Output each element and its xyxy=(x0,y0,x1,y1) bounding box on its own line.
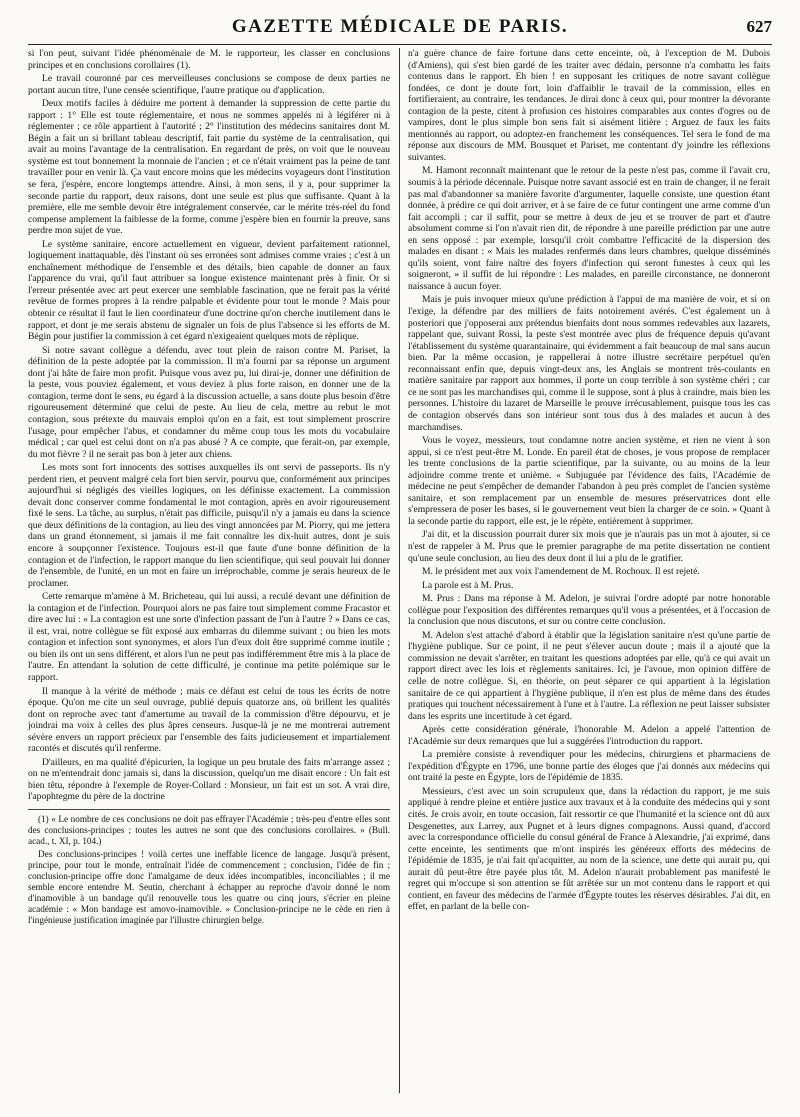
paragraph: D'ailleurs, en ma qualité d'épicurien, la logique un peu brutale des faits m'arrange assez ; on ne m'entendrait donc jamais si, dans la discussion, quelqu'un me disait encore : Un fait est bien têtu, répondre à l'exemple de Royer-Collard : Monsieur, un fait est un sot. A vrai dire, l'apophtegme du père de la doctrine xyxy=(28,756,390,803)
paragraph: Les mots sont fort innocents des sottises auxquelles ils ont servi de passeports. Ils n'y perdent rien, et peuvent malgré cela fort bien servir, pourvu que, conformément aux principes aujourd'hui si négligés des vieilles logiques, on les définisse exactement. La commission devait donc conserver comme fondamental le mot contagion, après en avoir rigoureusement fixé le sens. La tâche, au surplus, n'était pas difficile, puisqu'il n'y a jamais eu dans la science que deux définitions de la contagion, au lieu des vingt annoncées par M. Piorry, qui me jettera dans un grand étonnement, si jamais il me fait connaître les dix-huit autres, dont je suis encore à soupçonner l'existence. Toujours est-il que faute d'une bonne définition de la contagion et de l'infection, le rapport manque du lien scientifique, qui seul pouvait lui donner de l'ensemble, de l'unité, en un mot en faire un irréprochable, comme je serais heureux de le proclamer. xyxy=(28,462,390,589)
paragraph: La première consiste à revendiquer pour les médecins, chirurgiens et pharmaciens de l'expédition d'Égypte en 1796, une bonne partie des éloges que j'ai donnés aux médecins qui ont traité la peste en Égypte, lors de l'épidémie de 1835. xyxy=(408,749,770,784)
right-column xyxy=(408,48,770,915)
paragraph: Vous le voyez, messieurs, tout condamne notre ancien système, et rien ne vient à son appui, si ce n'est peut-être M. Londe. En pareil état de choses, je vous propose de remplacer les trente conclusions de la partie scientifique, par la suivante, ou au moins de la leur adjoindre comme trente et unième. « Subjuguée par l'évidence des faits, l'Académie de médecine ne peut s'empêcher de demander l'abandon à peu près complet de l'ancien système sanitaire, et son remplacement par un ensemble de mesures préservatrices dont elle s'empressera de poser les bases, si le gouvernement veut bien la charger de ce soin. » Quant à la seconde partie du rapport, elle est, je le répète, entièrement à supprimer. xyxy=(408,435,770,527)
paragraph: Le travail couronné par ces merveilleuses conclusions se compose de deux parties ne portant aucun titre, l'une censée scientifique, l'autre pratique ou d'application. xyxy=(28,73,390,96)
paragraph: Cette remarque m'amène à M. Bricheteau, qui lui aussi, a reculé devant une définition de la contagion et de l'infection. Pourquoi alors ne pas faire tout simplement comme Fracastor et dire avec lui : « La contagion est une sorte d'infection passant de l'un à l'autre ? » Dans ce cas, il est, vrai, notre collègue se fût exposé aux embarras du dilemme suivant ; ou bien les mots contagion et infection sont synonymes, et alors l'un d'eux doit être supprimé comme inutile ; ou bien ils ont un sens différent, et alors l'un ne peut pas indifféremment être mis à la place de l'autre. En attendant la solution de cette difficulté, je continue ma petite polémique sur le rapport. xyxy=(28,591,390,683)
footnote: (1) « Le nombre de ces conclusions ne doit pas effrayer l'Académie ; très-peu d'entre elles sont des conclusions-principes ; toutes les autres ne sont que des conclusions corollaires. » (Bull. acad., t. XI, p. 104.) xyxy=(28,814,390,846)
footnote: Des conclusions-principes ! voilà certes une ineffable licence de langage. Jusqu'à présent, principe, pour tout le monde, entraînait l'idée de commencement ; conclusion, l'idée de fin ; conclusion-principe offre donc l'amalgame de deux idées incompatibles, inconciliables ; il me semble encore entendre M. Seutin, cherchant à échapper au reproche d'avoir donné le nom d'inamovible à un bandage qu'il renouvelle tous les quatre ou cinq jours, s'écrier en pleine académie : « Mon bandage est amovo-inamovible. » Conclusion-principe ne le cède en rien à l'ingénieuse justification imaginée par l'illustre chirurgien belge. xyxy=(28,849,390,925)
left-column xyxy=(28,48,390,928)
paragraph: Après cette considération générale, l'honorable M. Adelon a appelé l'attention de l'Académie sur deux remarques que lui a suggérées l'introduction du rapport. xyxy=(408,724,770,747)
paragraph: n'a guère chance de faire fortune dans cette enceinte, où, à l'exception de M. Dubois (d'Amiens), qui s'est bien gardé de les traiter avec dédain, personne n'a combattu les faits contenus dans le rapport. Eh bien ! en supposant les critiques de notre savant collègue fondées, ce dont je doute fort, loin d'affaiblir le travail de la commission, elles en fortifieraient, au contraire, les tendances. Je dirai donc à ceux qui, pour montrer la dévorante contagion de la peste, citent à profusion ces histoires comparables aux contes d'ogres ou de vampires, dont le plus simple bon sens fait si aisément litière : Arguez de faux les faits mentionnés au rapport, ou adoptez-en franchement les conséquences. Tel sera le fond de ma réponse aux discours de MM. Bousquet et Pariset, me contentant d'y joindre les réflexions suivantes. xyxy=(408,48,770,163)
paragraph: M. Adelon s'est attaché d'abord à établir que la législation sanitaire n'est qu'une partie de l'hygiène publique. Sur ce point, il ne peut s'élever aucun doute ; mais il a ajouté que la commission ne devait s'arrêter, en traitant les questions adoptées par elle, qu'à ce qui avait un rapport direct avec les lois et règlements sanitaires. Ici, je l'avoue, mon opinion diffère de celle de notre collègue. Si, en théorie, on peut séparer ce qui appartient à la législation sanitaire de ce qui appartient à l'hygiène publique, il n'en est plus de même dans des études pratiques qui touchent nécessairement à l'une et à l'autre. La réflexion ne peut laisser subsister dans les esprits une incertitude à cet égard. xyxy=(408,629,770,722)
paragraph: si l'on peut, suivant l'idée phénoménale de M. le rapporteur, les classer en conclusions principes et en conclusions corollaires (1). xyxy=(28,48,390,71)
paragraph: Messieurs, c'est avec un soin scrupuleux que, dans la rédaction du rapport, je me suis appliqué à rendre pleine et entière justice aux travaux et à la conduite des médecins qui y sont cités. Je crois avoir, en toute occasion, fait ressortir ce que l'humanité et la science ont dû aux Desgenettes, aux Larrey, aux Pugnet et à leurs dignes compagnons. Aussi quand, d'accord avec la correspondance officielle du consul général de France à Alexandrie, j'ai exprimé, dans cette enceinte, les sentiments que m'ont inspirés les généreux efforts des médecins de l'épidémie de 1835, je n'ai fait qu'acquitter, au nom de la science, une dette qui aurait pu, qui aurait dû peut-être être payée plus tôt. M. Adelon n'aurait probablement pas manifesté le regret qui m'occupe si son attention se fût arrêtée sur un mot contenu dans le rapport et qui contient, en faveur des médecins de l'armée d'Égypte toutes les réserves désirables. J'ai dit, en effet, en parlant de la belle con- xyxy=(408,785,770,913)
paragraph: La parole est à M. Prus. xyxy=(422,579,514,591)
paragraph: Si notre savant collègue a défendu, avec tout plein de raison contre M. Pariset, la définition de la peste adoptée par la commission. Il m'a fourni par sa réponse un argument dont j'ai hâte de faire mon profit. Puisque vous avez pu, lui dirai-je, donner une définition de la peste, vous pouviez également, et vous deviez à plus forte raison, en donner une de la contagion, terme dont le sens, eu égard à la discussion actuelle, a sans doute plus besoin d'être rigoureusement déterminé que celui de peste. Au lieu de cela, mettre au rebut le mot contagion, sous prétexte du mauvais emploi qu'on en a fait, est tout simplement proscrire l'usage, pour empêcher l'abus, et condamner du même coup tous les mots du vocabulaire médical ; car quel est celui dont on n'a pas abusé ? A ce compte, que ferait-on, par exemple, du mot fièvre ? il ne serait pas bon à jeter aux chiens. xyxy=(28,344,390,460)
paragraph: Deux motifs faciles à déduire me portent à demander la suppression de cette partie du rapport : 1° Elle est toute réglementaire, et nous ne sommes appelés ni à légiférer ni à réglementer ; ce rôle appartient à l'autorité ; 2° l'institution des médecins sanitaires dont M. Bégin a fait un si brillant tableau descriptif, fait partie du système de la centralisation, qui avait au moins l'avantage de la centralisation. En regardant de près, on voit que le nouveau système est tout bonnement la monnaie de l'ancien ; et ce n'était vraiment pas la peine de tant travailler pour en venir là. Ça vaut encore moins que les médecins voyageurs dont l'institution se fera, j'espère, encore longtemps attendre. Ainsi, à mon sens, il y a, pour supprimer la seconde partie du rapport, deux raisons, dont une seule est plus que suffisante. Quant à la première, elle me semble devoir être intégralement conservée, car le mérite très-réel du fond compense amplement la faiblesse de la forme, comme j'espère bien en fournir la preuve, sans perdre mon sujet de vue. xyxy=(28,98,390,237)
paragraph: M. Hamont reconnaît maintenant que le retour de la peste n'est pas, comme il l'avait cru, soumis à la période décennale. Puisque notre savant associé est en train de changer, il ne ferait pas mal d'abandonner sa manière favorite d'argumenter, laquelle consiste, une question étant donnée, à prédire ce qui doit arriver, et à se faire de ce futur contingent une arme comme d'un fait accompli ; car il suffit, pour se mettre à deux de jeu et se trouver de part et d'autre absolument comme si l'on n'avait rien dit, de répondre à une pareille prédiction par une autre en sens opposé : par exemple, lorsqu'il croit combattre l'efficacité de la dispersion des malades en disant : « Mais les malades renfermés dans leurs chambres, quelque disséminés qu'ils soient, vont faire naître des foyers d'infection qui seront funestes à ceux qui les soigneront, » il suffit de lui répondre : Les malades, en pareille circonstance, ne donneront naissance à aucun foyer. xyxy=(408,165,770,292)
paragraph: Il manque à la vérité de méthode ; mais ce défaut est celui de tous les écrits de notre époque. Qu'on me cite un seul ouvrage, publié depuis quatorze ans, où brillent les qualités dont on reproche avec tant d'amertume au travail de la commission d'être dépourvu, et je joindrai ma voix à celles des plus âpres censeurs. Jusque-là je ne me montrerai autrement sévère envers un rapport précieux par l'ensemble des faits judicieusement et impartialement racontés et discutés qu'il renferme. xyxy=(28,685,390,755)
paragraph: J'ai dit, et la discussion pourrait durer six mois que je n'aurais pas un mot à ajouter, si ce n'est de rappeler à M. Prus que le premier paragraphe de ma petite dissertation ne contient qu'une seule conclusion, au lieu des deux dont il lui a plu de le gratifier. xyxy=(408,529,770,564)
page-number: 627 xyxy=(746,17,772,36)
paragraph: Mais je puis invoquer mieux qu'une prédiction à l'appui de ma manière de voir, et si on l'exige, la défendre par des milliers de faits notoirement avérés. C'est également un à posteriori que j'opposerai aux prétendus bienfaits dont nous sommes redevables aux lazarets, rappelant que, suivant Rossi, la peste s'est montrée avec plus de fréquence depuis qu'avant l'établissement du système quarantainaire, qui évidemment a fait beaucoup de mal sans aucun bien. Par la même occasion, je rappellerai à notre illustre secrétaire perpétuel qu'en reconnaissant enfin que, depuis vingt-deux ans, les Anglais se montrent très-coulants en matière sanitaire par rapport aux hommes, il porte un coup terrible à son système chéri ; car ce ne sont pas les marchandises qui, comme il le suppose, sont à plus à craindre, mais bien les personnes. L'histoire du lazaret de Marseille le prouve irrécusablement, puisque tous les cas de contagion observés dans son intérieur sont tous dus à des malades et aucun à des marchandises. xyxy=(408,294,770,433)
paragraph: M. le président met aux voix l'amendement de M. Rochoux. Il est rejeté. xyxy=(422,566,700,578)
footnotes xyxy=(28,809,390,926)
column-divider xyxy=(399,48,400,1093)
journal-title: GAZETTE MÉDICALE DE PARIS. xyxy=(231,16,569,37)
paragraph: Le système sanitaire, encore actuellement en vigueur, devient parfaitement rationnel, logiquement inattaquable, dès l'instant où ses erronées sont admises comme vraies ; c'est à un enchaînement méthodique de l'ensemble et des détails, bien capable de donner au faux l'apparence du vrai, qu'il faut attribuer sa longue existence maintenant près à finir. Or si l'erreur présentée avec art peut exercer une semblable fascination, que ne ferait pas la vérité revêtue de formes propres à la rendre palpable et évidente pour tout le monde ? Mais pour obtenir ce résultat il faut le lien coordinateur d'une doctrine qu'on cherche inutilement dans le rapport, et dont je me serais abstenu de signaler un fois de plus l'absence si les efforts de M. Bégin pour justifier la commission à cet égard n'exigeaient quelques mots de réplique. xyxy=(28,238,390,343)
page-header xyxy=(28,14,772,45)
paragraph: M. Prus : Dans ma réponse à M. Adelon, je suivrai l'ordre adopté par notre honorable collègue pour l'exposition des différentes remarques qu'il vous a présentées, et à l'occasion de la conclusion que nous discutons, et sur ou contre cette conclusion. xyxy=(408,593,770,628)
